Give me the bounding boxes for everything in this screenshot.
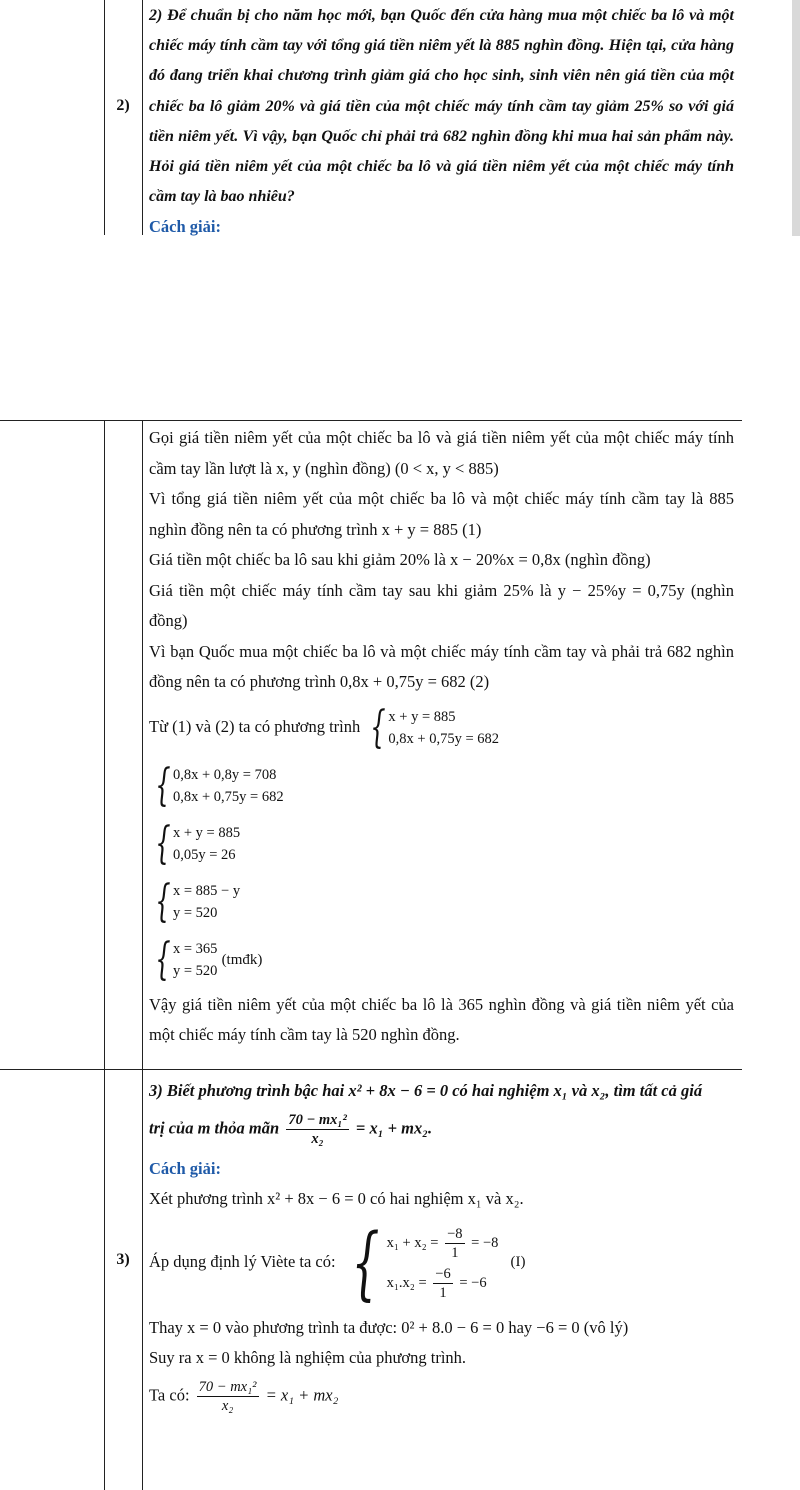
viete-system: Áp dụng định lý Viète ta có: { x₁ + x₂ = $\frac{-8}{1}$ = −8 x₁.x₂ = $\frac{-6}{1}$ = −6 (I) [149,1215,526,1309]
row-label-3: 3) [116,1251,130,1268]
solution-conclusion: Vậy giá tiền niêm yết của một chiếc ba lô là 365 nghìn đồng và giá tiền niêm yết của một chiếc máy tính cầm tay là 520 nghìn đồng. [149,994,734,1044]
problem-2-row [0,0,742,235]
p3-line-3: Thay x = 0 vào phương trình ta được: 0² + 8.0 − 6 = 0 hay −6 = 0 (vô lý) [149,1317,629,1337]
problem-2-table [0,0,742,238]
p3-line-4: Suy ra x = 0 không là nghiệm của phương trình. [149,1348,467,1367]
solution-2-row [0,421,742,1070]
solution-line-1: Gọi giá tiền niêm yết của một chiếc ba lô và giá tiền niêm yết của một chiếc máy tính cầm tay lần lượt là x, y (nghìn đồng) (0 < x, y < 885) [149,428,734,478]
solution-line-4: Giá tiền một chiếc máy tính cầm tay sau khi giảm 25% là y − 25%y = 0,75y (nghìn đồng) [149,580,734,630]
system-3: { x + y = 885 0,05y = 26 [155,817,241,869]
p3-line-1: Xét phương trình x² + 8x − 6 = 0 có hai nghiệm x₁ và x₂. [149,1189,524,1208]
method-heading-3: Cách giải: [149,1158,221,1178]
system-2: { 0,8x + 0,8y = 708 0,8x + 0,75y = 682 [155,759,284,811]
solution-line-3: Giá tiền một chiếc ba lô sau khi giảm 20% là x − 20%x = 0,8x (nghìn đồng) [149,550,651,569]
solution-table [0,420,742,1481]
problem-2-statement: 2) Để chuẩn bị cho năm học mới, bạn Quốc đến cửa hàng mua một chiếc ba lô và một chiếc máy tính cầm tay với tổng giá tiền niêm yết là 885 nghìn đồng. Hiện tại, cửa hàng đó đang triển khai chương trình giảm giá cho học sinh, sinh viên nên giá tiền của một chiếc ba lô giảm 20% và giá tiền của một chiếc máy tính cầm tay giảm 25% so với giá tiền niêm yết. Vì vậy, bạn Quốc chỉ phải trả 682 nghìn đồng khi mua hai sản phẩm này. Hỏi giá tiền niêm yết của một chiếc ba lô và giá tiền niêm yết của một chiếc máy tính cầm tay là bao nhiêu? [149,7,734,206]
problem-3-row [0,1070,742,1490]
page-gap [0,236,800,360]
system-4: { x = 885 − y y = 520 [155,875,241,927]
system-1: Từ (1) và (2) ta có phương trình { x + y = 885 0,8x + 0,75y = 682 [149,701,499,753]
p3-line-5: Ta có: $\frac{\text{70 − mx₁²}}{\text{x₂}}$ = x₁ + mx₂ [149,1378,339,1414]
right-edge [792,0,800,236]
solution-line-2: Vì tổng giá tiền niêm yết của một chiếc ba lô và một chiếc máy tính cầm tay là 885 nghìn đồng nên ta có phương trình x + y = 885 (1) [149,489,734,539]
system-5: { x = 365 y = 520 (tmđk) [155,933,263,985]
problem-3-statement: 3) Biết phương trình bậc hai x² + 8x − 6 = 0 có hai nghiệm x₁ và x₂, tìm tất cả giá [149,1081,703,1100]
solution-line-5: Vì bạn Quốc mua một chiếc ba lô và một chiếc máy tính cầm tay và phải trả 682 nghìn đồng nên ta có phương trình 0,8x + 0,75y = 682 (2) [149,641,734,691]
problem-3-condition: trị của m thỏa mãn $\frac{\text{70 − mx₁²}}{\text{x₂}}$ = x₁ + mx₂. [149,1111,433,1147]
method-heading-2: Cách giải: [149,217,221,237]
row-label-2: 2) [116,97,130,114]
